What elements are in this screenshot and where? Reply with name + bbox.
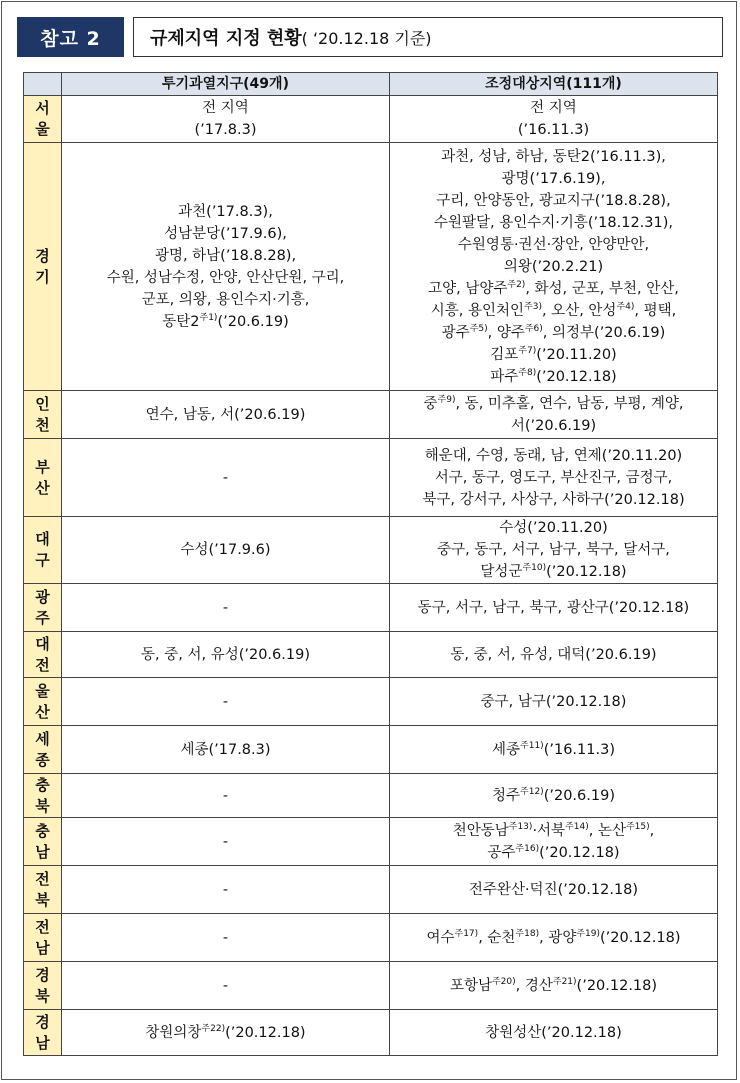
footnote-marker: 주2) xyxy=(507,279,526,290)
column-header-speculative-overheated: 투기과열지구(49개) xyxy=(62,73,390,96)
cell-text: 동구, 서구, 남구, 북구, 광산구(’20.12.18) xyxy=(417,599,690,616)
cell-text: 과천(’17.8.3), xyxy=(178,203,273,220)
cell-text: 수원영통·권선·장안, 안양만안, xyxy=(457,236,650,253)
cell-line xyxy=(394,820,713,842)
speculative-overheated-cell xyxy=(62,774,390,818)
region-label: 기 xyxy=(35,267,50,286)
adjustment-target-cell xyxy=(390,678,718,726)
cell-line xyxy=(66,467,385,489)
cell-line xyxy=(394,322,713,344)
cell-line xyxy=(394,517,713,539)
speculative-overheated-cell xyxy=(62,632,390,678)
region-label: 인 xyxy=(35,394,50,413)
footnote-marker: 주4) xyxy=(616,301,635,312)
cell-text: 광명, 하남(’18.8.28), xyxy=(154,247,297,264)
cell-text: 광명(’17.6.19), xyxy=(501,170,606,187)
cell-line xyxy=(394,119,713,141)
cell-text: 수원팔달, 용인수지·기흥(’18.12.31), xyxy=(434,214,673,231)
speculative-overheated-cell xyxy=(62,914,390,962)
speculative-overheated-cell xyxy=(62,391,390,439)
cell-line xyxy=(66,644,385,666)
cell-line xyxy=(394,842,713,864)
cell-text: 창원성산(’20.12.18) xyxy=(485,1024,622,1041)
cell-line xyxy=(394,489,713,511)
region-label: 천 xyxy=(35,415,50,434)
cell-text: 전주완산·덕진(’20.12.18) xyxy=(468,881,639,898)
region-label: 전 xyxy=(35,917,50,936)
table-header-row xyxy=(24,73,718,96)
speculative-overheated-cell xyxy=(62,439,390,517)
cell-line xyxy=(394,168,713,190)
speculative-overheated-cell xyxy=(62,96,390,143)
cell-text: , 오산, 안성 xyxy=(541,302,617,319)
footnote-marker: 주20) xyxy=(491,976,516,987)
title-box xyxy=(133,17,723,57)
region-label: 종 xyxy=(35,750,50,769)
header-corner xyxy=(24,73,62,96)
region-label: 경 xyxy=(35,965,50,984)
speculative-overheated-cell xyxy=(62,143,390,391)
table-row xyxy=(24,96,718,143)
cell-line xyxy=(394,234,713,256)
cell-text: 수성(’20.11.20) xyxy=(499,520,608,536)
adjustment-target-cell xyxy=(390,914,718,962)
adjustment-target-cell xyxy=(390,1010,718,1056)
region-cell xyxy=(24,439,62,517)
region-label: 남 xyxy=(35,842,50,861)
cell-text: 세종 xyxy=(492,741,521,758)
region-label: 대 xyxy=(35,530,50,548)
table-row xyxy=(24,678,718,726)
cell-line xyxy=(394,146,713,168)
cell-text: - xyxy=(222,881,229,898)
cell-line xyxy=(394,212,713,234)
cell-line xyxy=(394,256,713,278)
region-label: 전 xyxy=(35,869,50,888)
adjustment-target-cell xyxy=(390,391,718,439)
cell-text: , xyxy=(649,822,655,839)
cell-line xyxy=(394,445,713,467)
cell-line xyxy=(394,366,713,388)
adjustment-target-cell xyxy=(390,143,718,391)
speculative-overheated-cell xyxy=(62,517,390,584)
cell-text: , 의정부(’20.6.19) xyxy=(542,324,666,341)
region-label: 광 xyxy=(35,587,50,606)
cell-line xyxy=(66,785,385,807)
region-cell xyxy=(24,632,62,678)
page-title-date: ( ‘20.12.18 기준) xyxy=(301,28,432,48)
footnote-marker: 주14) xyxy=(565,821,589,832)
cell-text: 중 xyxy=(423,395,438,412)
regulated-areas-table xyxy=(23,72,718,1056)
cell-line xyxy=(66,597,385,619)
cell-line xyxy=(66,739,385,761)
cell-text: (’20.12.18) xyxy=(225,1024,306,1041)
footnote-marker: 주15) xyxy=(625,821,650,832)
header xyxy=(17,17,723,57)
cell-line xyxy=(394,190,713,212)
region-label: 대 xyxy=(35,634,50,653)
region-cell xyxy=(24,143,62,391)
cell-line xyxy=(394,739,713,761)
cell-line xyxy=(66,289,385,311)
footnote-marker: 주8) xyxy=(518,367,537,378)
cell-line xyxy=(394,879,713,901)
region-cell xyxy=(24,774,62,818)
adjustment-target-cell xyxy=(390,632,718,678)
cell-line xyxy=(394,644,713,666)
region-cell xyxy=(24,391,62,439)
table-row xyxy=(24,632,718,678)
cell-text: 전 지역 xyxy=(530,100,577,116)
cell-text: (’16.11.3) xyxy=(517,122,590,138)
cell-text: , 광양 xyxy=(539,929,577,946)
cell-line xyxy=(394,975,713,997)
region-cell xyxy=(24,818,62,866)
adjustment-target-cell xyxy=(390,726,718,774)
cell-text: 동, 중, 서, 유성(’20.6.19) xyxy=(141,646,310,663)
cell-text: - xyxy=(222,929,229,946)
cell-text: 전 지역 xyxy=(202,100,249,116)
cell-text: - xyxy=(222,833,229,850)
table-row xyxy=(24,726,718,774)
region-label: 남 xyxy=(35,1033,50,1052)
region-label: 울 xyxy=(35,681,50,700)
cell-line xyxy=(66,1022,385,1044)
cell-line xyxy=(66,975,385,997)
adjustment-target-cell xyxy=(390,517,718,584)
footnote-marker: 주21) xyxy=(552,976,577,987)
adjustment-target-cell xyxy=(390,866,718,914)
cell-line xyxy=(394,393,713,415)
speculative-overheated-cell xyxy=(62,678,390,726)
table-row xyxy=(24,1010,718,1056)
cell-text: , 화성, 군포, 부천, 안산, xyxy=(525,280,679,297)
region-label: 전 xyxy=(35,655,50,674)
cell-text: 공주 xyxy=(487,844,516,861)
region-label: 북 xyxy=(35,890,50,909)
cell-text: 파주 xyxy=(490,368,519,385)
cell-text: , 양주 xyxy=(487,324,525,341)
region-cell xyxy=(24,962,62,1010)
cell-text: (’20.12.18) xyxy=(546,564,627,580)
cell-line xyxy=(66,927,385,949)
speculative-overheated-cell xyxy=(62,726,390,774)
cell-text: 천안동남 xyxy=(452,822,509,839)
cell-text: 서구, 동구, 영도구, 부산진구, 금정구, xyxy=(434,469,673,486)
table-row xyxy=(24,143,718,391)
cell-text: (’20.12.18) xyxy=(536,368,617,385)
table-row xyxy=(24,584,718,632)
footnote-marker: 주6) xyxy=(524,323,543,334)
cell-line xyxy=(66,691,385,713)
speculative-overheated-cell xyxy=(62,818,390,866)
footnote-marker: 주5) xyxy=(469,323,488,334)
footnote-marker: 주10) xyxy=(522,563,547,574)
cell-line xyxy=(66,119,385,141)
cell-line xyxy=(394,539,713,561)
region-label: 산 xyxy=(35,702,50,721)
cell-line xyxy=(66,311,385,333)
region-cell xyxy=(24,678,62,726)
cell-text: 세종(’17.8.3) xyxy=(180,741,271,758)
table-row xyxy=(24,866,718,914)
speculative-overheated-cell xyxy=(62,866,390,914)
cell-text: - xyxy=(222,693,229,710)
cell-text: 광주 xyxy=(441,324,470,341)
region-cell xyxy=(24,726,62,774)
footnote-marker: 주7) xyxy=(518,345,537,356)
cell-text: 동, 중, 서, 유성, 대덕(’20.6.19) xyxy=(450,646,657,663)
cell-text: - xyxy=(222,977,229,994)
region-cell xyxy=(24,1010,62,1056)
table-row xyxy=(24,914,718,962)
cell-text: 창원의창 xyxy=(145,1024,202,1041)
cell-text: ·서북 xyxy=(532,822,566,839)
cell-text: 서(’20.6.19) xyxy=(510,417,597,434)
region-label: 경 xyxy=(35,1012,50,1031)
cell-line xyxy=(394,344,713,366)
cell-text: 의왕(’20.2.21) xyxy=(503,258,604,275)
cell-text: (’20.6.19) xyxy=(543,787,615,804)
footnote-marker: 주3) xyxy=(524,301,542,312)
footnote-marker: 주22) xyxy=(201,1023,226,1034)
cell-text: 포항남 xyxy=(449,977,492,994)
column-header-adjustment-target: 조정대상지역(111개) xyxy=(390,73,718,96)
adjustment-target-cell xyxy=(390,96,718,143)
page-title: 규제지역 지정 현황 xyxy=(150,28,302,49)
region-cell xyxy=(24,914,62,962)
cell-line xyxy=(394,691,713,713)
cell-line xyxy=(66,404,385,426)
cell-text: 북구, 강서구, 사상구, 사하구(’20.12.18) xyxy=(422,491,685,508)
cell-text: 시흥, 용인처인 xyxy=(430,302,525,319)
cell-text: 군포, 의왕, 용인수지·기흥, xyxy=(141,291,310,308)
footnote-marker: 주16) xyxy=(515,843,540,854)
cell-line xyxy=(394,300,713,322)
cell-line xyxy=(66,539,385,561)
cell-text: - xyxy=(222,469,229,486)
footnote-marker: 주1) xyxy=(199,312,218,323)
region-label: 주 xyxy=(35,608,50,627)
cell-line xyxy=(66,97,385,119)
cell-text: , 경산 xyxy=(515,977,553,994)
adjustment-target-cell xyxy=(390,962,718,1010)
cell-line xyxy=(394,927,713,949)
region-label: 북 xyxy=(35,986,50,1005)
cell-line xyxy=(66,201,385,223)
cell-line xyxy=(66,831,385,853)
footnote-marker: 주19) xyxy=(576,928,600,939)
cell-text: 해운대, 수영, 동래, 남, 연제(’20.11.20) xyxy=(424,447,683,464)
cell-text: (’20.12.18) xyxy=(576,977,658,994)
cell-line xyxy=(394,785,713,807)
cell-text: (’16.11.3) xyxy=(543,741,615,758)
adjustment-target-cell xyxy=(390,439,718,517)
cell-text: (’20.11.20) xyxy=(536,346,617,363)
cell-text: , 동, 미추홀, 연수, 남동, 부평, 계양, xyxy=(455,395,684,412)
cell-text: , 순천 xyxy=(478,929,516,946)
cell-text: (’20.12.18) xyxy=(539,844,620,861)
cell-line xyxy=(66,267,385,289)
cell-text: - xyxy=(222,599,229,616)
cell-text: 성남분당(’17.9.6), xyxy=(164,225,287,242)
region-label: 세 xyxy=(35,729,50,748)
cell-text: 구리, 안양동안, 광교지구(’18.8.28), xyxy=(436,192,671,209)
region-label: 북 xyxy=(35,796,50,815)
region-label: 서 xyxy=(35,99,50,117)
footnote-marker: 주13) xyxy=(508,821,533,832)
reference-badge: 참고 2 xyxy=(17,17,124,57)
cell-line xyxy=(394,415,713,437)
cell-text: 김포 xyxy=(490,346,519,363)
region-cell xyxy=(24,517,62,584)
speculative-overheated-cell xyxy=(62,1010,390,1056)
speculative-overheated-cell xyxy=(62,584,390,632)
region-label: 남 xyxy=(35,938,50,957)
cell-text: 중구, 남구(’20.12.18) xyxy=(480,693,627,710)
region-label: 산 xyxy=(35,478,50,497)
region-label: 경 xyxy=(35,246,50,265)
table-row xyxy=(24,439,718,517)
speculative-overheated-cell xyxy=(62,962,390,1010)
region-label: 구 xyxy=(35,551,50,569)
cell-text: 중구, 동구, 서구, 남구, 북구, 달서구, xyxy=(437,542,670,558)
region-cell xyxy=(24,866,62,914)
cell-line xyxy=(394,467,713,489)
cell-line xyxy=(394,561,713,583)
cell-text: 수원, 성남수정, 안양, 안산단원, 구리, xyxy=(106,269,345,286)
cell-line xyxy=(66,879,385,901)
cell-text: , 논산 xyxy=(588,822,626,839)
cell-line xyxy=(394,597,713,619)
cell-text: (’20.12.18) xyxy=(600,929,681,946)
cell-text: 고양, 남양주 xyxy=(428,280,508,297)
cell-text: 동탄2 xyxy=(162,313,200,330)
cell-line xyxy=(394,97,713,119)
footnote-marker: 주11) xyxy=(520,740,544,751)
table-row xyxy=(24,818,718,866)
footnote-marker: 주18) xyxy=(515,928,540,939)
cell-text: 달성군 xyxy=(480,564,523,580)
cell-line xyxy=(394,278,713,300)
footnote-marker: 주12) xyxy=(520,786,544,797)
cell-text: 과천, 성남, 하남, 동탄2(’16.11.3), xyxy=(441,148,666,165)
table-row xyxy=(24,517,718,584)
adjustment-target-cell xyxy=(390,774,718,818)
footnote-marker: 주9) xyxy=(437,394,456,405)
region-label: 울 xyxy=(35,120,50,138)
adjustment-target-cell xyxy=(390,818,718,866)
cell-text: 연수, 남동, 서(’20.6.19) xyxy=(145,406,306,423)
table-row xyxy=(24,774,718,818)
footnote-marker: 주17) xyxy=(454,928,479,939)
cell-text: 청주 xyxy=(492,787,521,804)
adjustment-target-cell xyxy=(390,584,718,632)
region-label: 충 xyxy=(35,821,50,840)
cell-text: (’17.8.3) xyxy=(194,122,257,138)
region-cell xyxy=(24,584,62,632)
table-row xyxy=(24,962,718,1010)
cell-line xyxy=(66,245,385,267)
cell-text: 여수 xyxy=(426,929,455,946)
cell-line xyxy=(394,1022,713,1044)
region-label: 부 xyxy=(35,457,50,476)
region-cell xyxy=(24,96,62,143)
cell-text: 수성(’17.9.6) xyxy=(180,542,271,558)
cell-text: , 평택, xyxy=(634,302,677,319)
table-row xyxy=(24,391,718,439)
region-label: 충 xyxy=(35,775,50,794)
cell-text: (’20.6.19) xyxy=(217,313,289,330)
cell-line xyxy=(66,223,385,245)
cell-text: - xyxy=(222,787,229,804)
